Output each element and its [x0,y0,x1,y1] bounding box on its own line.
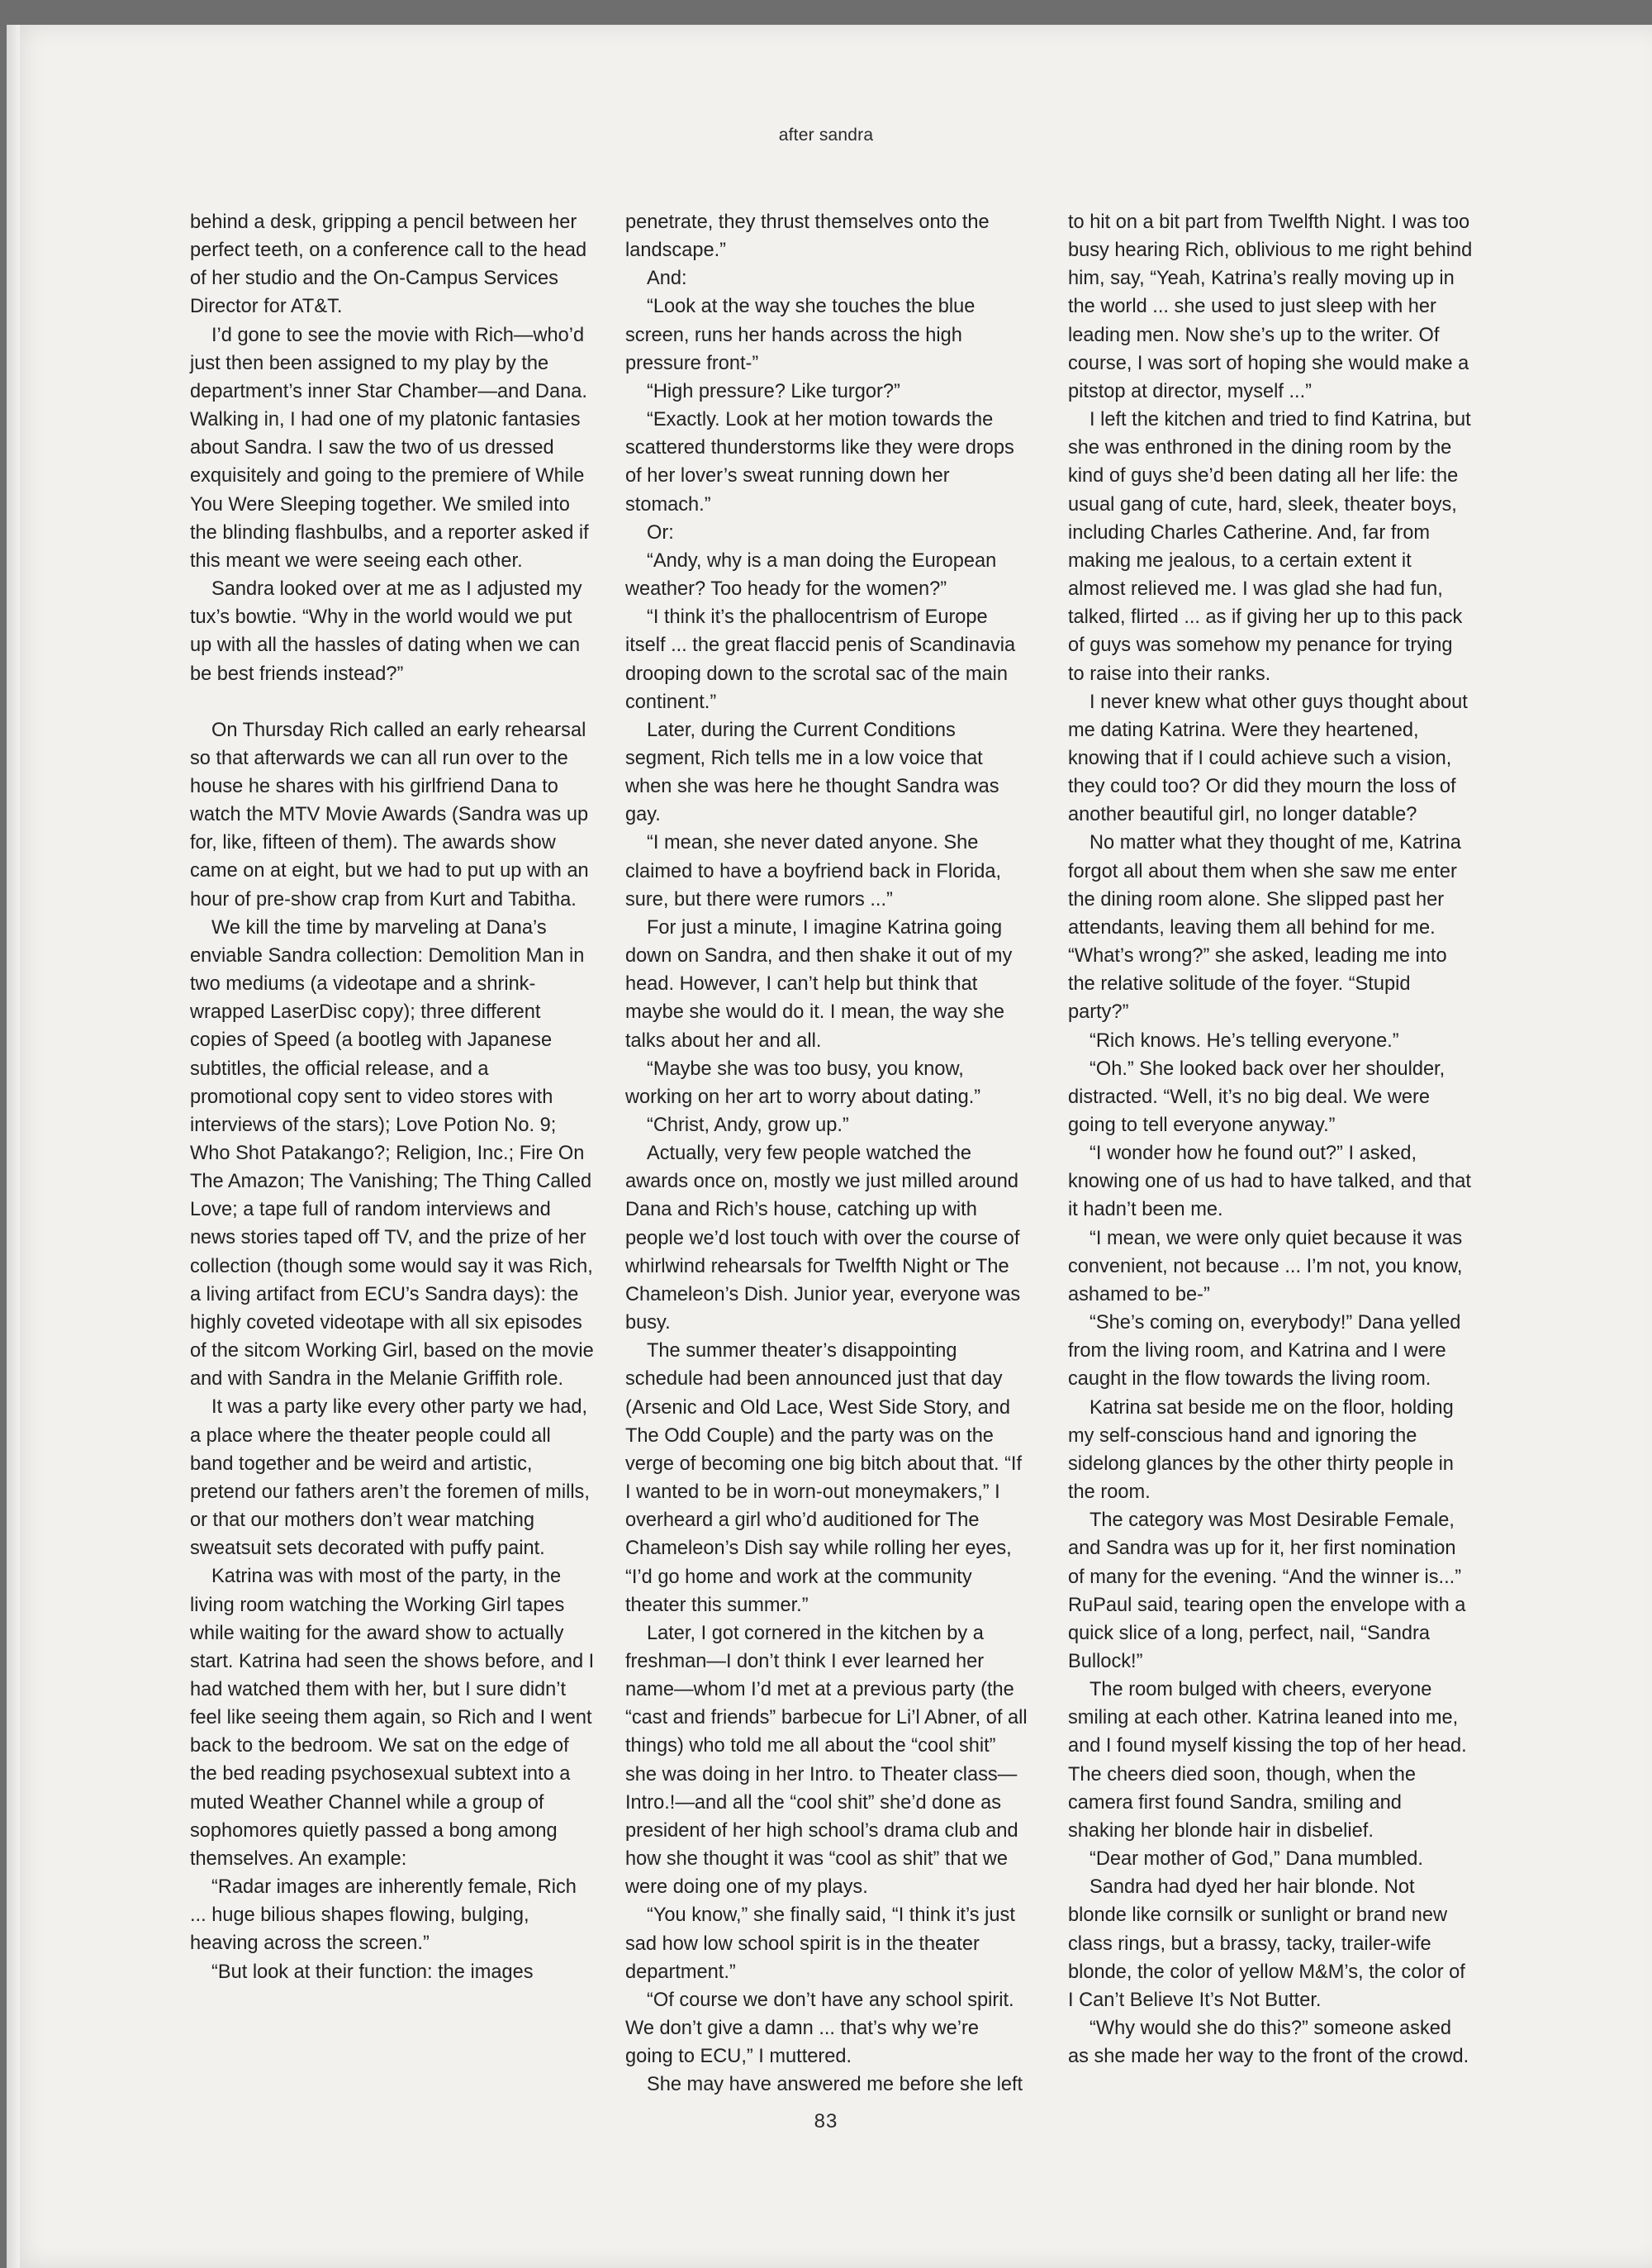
paragraph: Sandra had dyed her hair blonde. Not blonde like cornsilk or sunlight or brand new class rings, but a brassy, tacky, trailer-wife blonde, the color of yellow M&M’s, the color of I Can’t Believe It’s Not Butter. [1068,1876,1465,2011]
page-gutter-shadow [7,25,20,2268]
paragraph: “High pressure? Like turgor?” [647,380,900,402]
paragraph: penetrate, they thrust themselves onto the landscape.” [625,212,990,262]
running-head: after sandra [778,126,874,145]
paragraph: “Andy, why is a man doing the European weather? Too heady for the women?” [625,549,997,601]
paragraph: Or: [647,521,674,544]
paragraph: Later, I got cornered in the kitchen by a freshman—I don’t think I ever learned her name—whom I’d met at a previous party (the “cast and friends” barbecue for Li’l Abner, of all things) who told me all about the “cool shit” she was doing in her Intro. to Theater class—Intro.!—and all the “cool shit” she’d done as president of her high school’s drama club and how she thought it was “cool as shit” that we were doing one of my plays. [625,1622,1028,1899]
paragraph: Actually, very few people watched the awards once on, mostly we just milled around Dana and Rich’s house, catching up with people we’d lost touch with over the course of whirlwind rehearsals for Twelfth Night or The Chameleon’s Dish. Junior year, everyone was busy. [625,1143,1021,1334]
paragraph: It was a party like every other party we had, a place where the theater people could all band together and be weird and artistic, pretend our fathers aren’t the foremen of mills, or that our mothers don’t wear matching sweatsuit sets decorated with puffy paint. [190,1396,590,1560]
paragraph: “Why would she do this?” someone asked as she made her way to the front of the crowd. [1068,2018,1469,2068]
paragraph: For just a minute, I imagine Katrina going down on Sandra, and then shake it out of my head. However, I can’t help but think that maybe she would do it. I mean, the way she talks about her and all. [625,916,1013,1052]
paragraph: to hit on a bit part from Twelfth Night. I was too busy hearing Rich, oblivious to me right behind him, say, “Yeah, Katrina’s really moving up in the world ... she used to just sleep with her leading men. Now she’s up to the writer. Of course, I was sort of hoping she would make a pitstop at director, myself ...” [1068,212,1473,402]
text-column-left [190,208,595,1986]
paragraph: Katrina was with most of the party, in the living room watching the Working Girl tapes while waiting for the award show to actually start. Katrina had seen the shows before, and I had watched them with her, but I sure didn’t feel like seeing them again, so Rich and I went back to the bedroom. We sat on the edge of the bed reading psychosexual subtext into a muted Weather Channel while a group of sophomores quietly passed a bong among themselves. An example: [190,1566,595,1870]
paragraph: On Thursday Rich called an early rehearsal so that afterwards we can all run over to the house he shares with his girlfriend Dana to watch the MTV Movie Awards (Sandra was up for, like, fifteen of them). The awards show came on at eight, but we had to put up with an hour of pre-show crap from Kurt and Tabitha. [190,719,589,911]
paragraph: “Oh.” She looked back over her shoulder, distracted. “Well, it’s no big deal. We were going to tell everyone anyway.” [1068,1058,1446,1136]
paragraph: “I think it’s the phallocentrism of Europe itself ... the great flaccid penis of Scandinavia drooping down to the scrotal sac of the main continent.” [625,606,1016,713]
paragraph: “Radar images are inherently female, Rich ... huge bilious shapes flowing, bulging, heaving across the screen.” [190,1876,577,1955]
text-column-middle [625,208,1030,2099]
paragraph: “She’s coming on, everybody!” Dana yelled from the living room, and Katrina and I were caught in the flow towards the living room. [1068,1312,1461,1391]
paragraph: “I mean, we were only quiet because it was convenient, not because ... I’m not, you know, ashamed to be-” [1068,1227,1463,1305]
paragraph: “I wonder how he found out?” I asked, knowing one of us had to have talked, and that it hadn’t been me. [1068,1143,1471,1221]
page-number: 83 [814,2110,838,2132]
paragraph: “Christ, Andy, grow up.” [647,1115,849,1136]
paragraph: “You know,” she finally said, “I think it’s just sad how low school spirit is in the theater department.” [625,1904,1015,1983]
paragraph: I left the kitchen and tried to find Katrina, but she was enthroned in the dining room by the kind of guys she’d been dating all her life: the usual gang of cute, hard, sleek, theater boys, including Charles Catherine. And, far from making me jealous, to a certain extent it almost relieved me. I was glad she had fun, talked, flirted ... as if giving her up to this pack of guys was somehow my penance for trying to raise into their ranks. [1068,409,1471,685]
paragraph: “Dear mother of God,” Dana mumbled. [1089,1848,1423,1871]
paragraph: “Rich knows. He’s telling everyone.” [1089,1029,1399,1052]
paragraph: The summer theater’s disappointing schedule had been announced just that day (Arsenic and Old Lace, West Side Story, and The Odd Couple) and the party was on the verge of becoming one big bitch about that. “If I wanted to be in worn-out moneymakers,” I overheard a girl who’d auditioned for The Chameleon’s Dish say while rolling her eyes, “I’d go home and work at the community theater this summer.” [625,1340,1023,1616]
paragraph: The category was Most Desirable Female, and Sandra was up for it, her first nomination of many for the evening. “And the winner is...” RuPaul said, tearing open the envelope with a quick slice of a long, perfect, nail, “Sandra Bullock!” [1068,1510,1466,1672]
section-break [190,688,595,716]
paragraph: “But look at their function: the images [211,1961,534,1983]
paragraph: Later, during the Current Conditions segment, Rich tells me in a low voice that when she was here he thought Sandra was gay. [625,719,999,826]
paragraph: I’d gone to see the movie with Rich—who’d just then been assigned to my play by the department’s inner Star Chamber—and Dana. Walking in, I had one of my platonic fantasies about Sandra. I saw the two of us dressed exquisitely and going to the premiere of While You Were Sleeping together. We smiled into the blinding flashbulbs, and a reporter asked if this meant we were seeing each other. [190,324,589,572]
paragraph: Sandra looked over at me as I adjusted my tux’s bowtie. “Why in the world would we put up with all the hassles of dating when we can be best friends instead?” [190,578,582,685]
paragraph: “Of course we don’t have any school spirit. We don’t give a damn ... that’s why we’re going to ECU,” I muttered. [625,1989,1014,2068]
text-column-right [1068,208,1473,2071]
paragraph: No matter what they thought of me, Katrina forgot all about them when she saw me enter the dining room alone. She slipped past her attendants, leaving them all behind for me. “What’s wrong?” she asked, leading me into the relative solitude of the foyer. “Stupid party?” [1068,832,1461,1024]
paragraph: “I mean, she never dated anyone. She claimed to have a boyfriend back in Florida, sure, but there were rumors ...” [625,832,1002,911]
paragraph: And: [647,268,687,290]
paragraph: “Exactly. Look at her motion towards the scattered thunderstorms like they were drops of her lover’s sweat running down her stomach.” [625,409,1014,516]
paragraph: The room bulged with cheers, everyone smiling at each other. Katrina leaned into me, and I found myself kissing the top of her head. The cheers died soon, though, when the camera first found Sandra, smiling and shaking her blonde hair in disbelief. [1068,1679,1467,1842]
paragraph: Katrina sat beside me on the floor, holding my self-conscious hand and ignoring the sidelong glances by the other thirty people in the room. [1068,1396,1454,1504]
paragraph: behind a desk, gripping a pencil between her perfect teeth, on a conference call to the head of her studio and the On-Campus Services Director for AT&T. [190,212,587,318]
paragraph: I never knew what other guys thought about me dating Katrina. Were they heartened, knowing that if I could achieve such a vision, they could too? Or did they mourn the loss of another beautiful girl, no longer datable? [1068,691,1468,826]
paragraph: “Maybe she was too busy, you know, working on her art to worry about dating.” [625,1058,981,1108]
paragraph: “Look at the way she touches the blue screen, runs her hands across the high pressure front-” [625,296,976,374]
paragraph: She may have answered me before she left [647,2074,1023,2096]
paragraph: We kill the time by marveling at Dana’s enviable Sandra collection: Demolition Man in two mediums (a videotape and a shrink-wrapped LaserDisc copy); three different copies of Speed (a bootleg with Japanese subtitles, the official release, and a promotional copy sent to video stores with interviews of the stars); Love Potion No. 9; Who Shot Patakango?; Religion, Inc.; Fire On The Amazon; The Vanishing; The Thing Called Love; a tape full of random interviews and news stories taped off TV, and the prize of her collection (though some would say it was Rich, a living artifact from ECU’s Sandra days): the highly coveted videotape with all six episodes of the sitcom Working Girl, based on the movie and with Sandra in the Melanie Griffith role. [190,916,594,1391]
